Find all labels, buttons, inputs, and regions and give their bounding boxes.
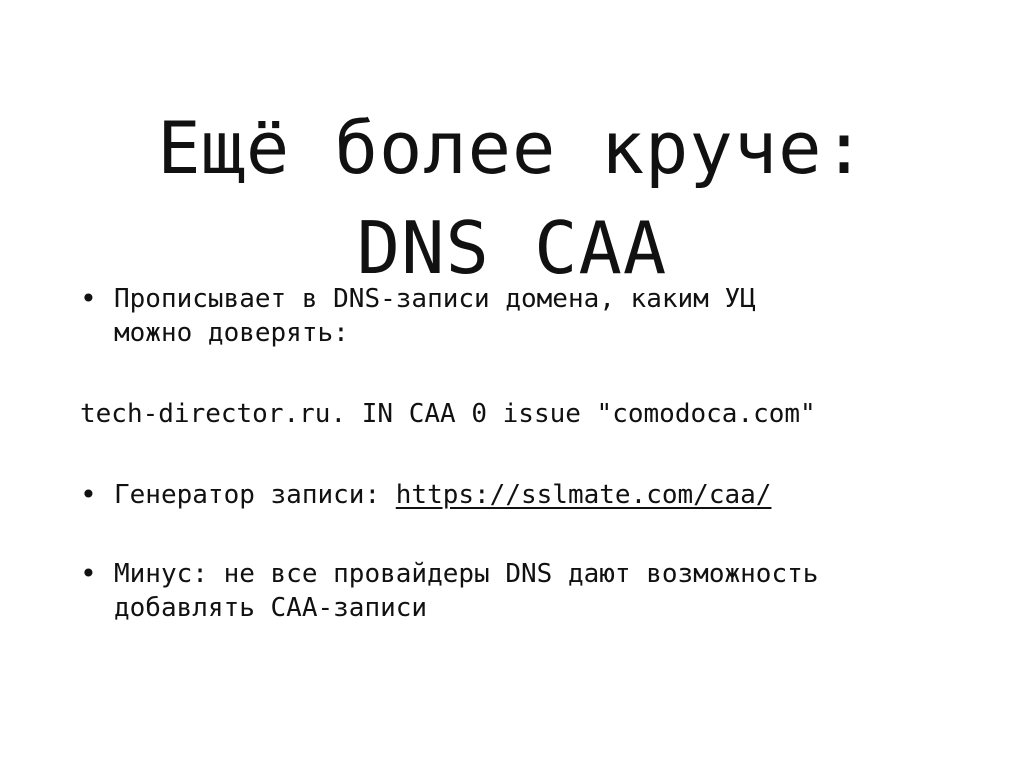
sslmate-caa-link[interactable]: https://sslmate.com/caa/ (395, 480, 772, 510)
slide-title-line-2: DNS CAA (356, 206, 668, 291)
slide-title-line-1: Ещё более круче: (157, 106, 867, 191)
bullet-text-line: добавлять CAA-записи (114, 593, 428, 623)
bullet-text (114, 557, 960, 625)
bullet-text-line: можно доверять: (114, 318, 349, 348)
bullet-dot-icon: • (80, 478, 97, 511)
bullet-text-line (114, 478, 960, 512)
bullet-item-minus (80, 557, 960, 625)
bullet-dot-icon: • (80, 557, 97, 590)
bullet-dot-icon: • (80, 282, 97, 315)
generator-label: Генератор записи: (114, 480, 396, 510)
caa-record-example: tech-director.ru. IN CAA 0 issue "comodoca.com" (80, 399, 816, 429)
bullet-text (114, 478, 960, 512)
bullet-text (114, 282, 960, 350)
bullet-text-line: Минус: не все провайдеры DNS дают возможность (114, 559, 819, 589)
bullet-text-line: Прописывает в DNS-записи домена, каким УЦ (114, 284, 756, 314)
bullet-item-generator (80, 478, 960, 512)
slide-title (0, 98, 1024, 298)
bullet-item-caa-purpose (80, 282, 960, 350)
